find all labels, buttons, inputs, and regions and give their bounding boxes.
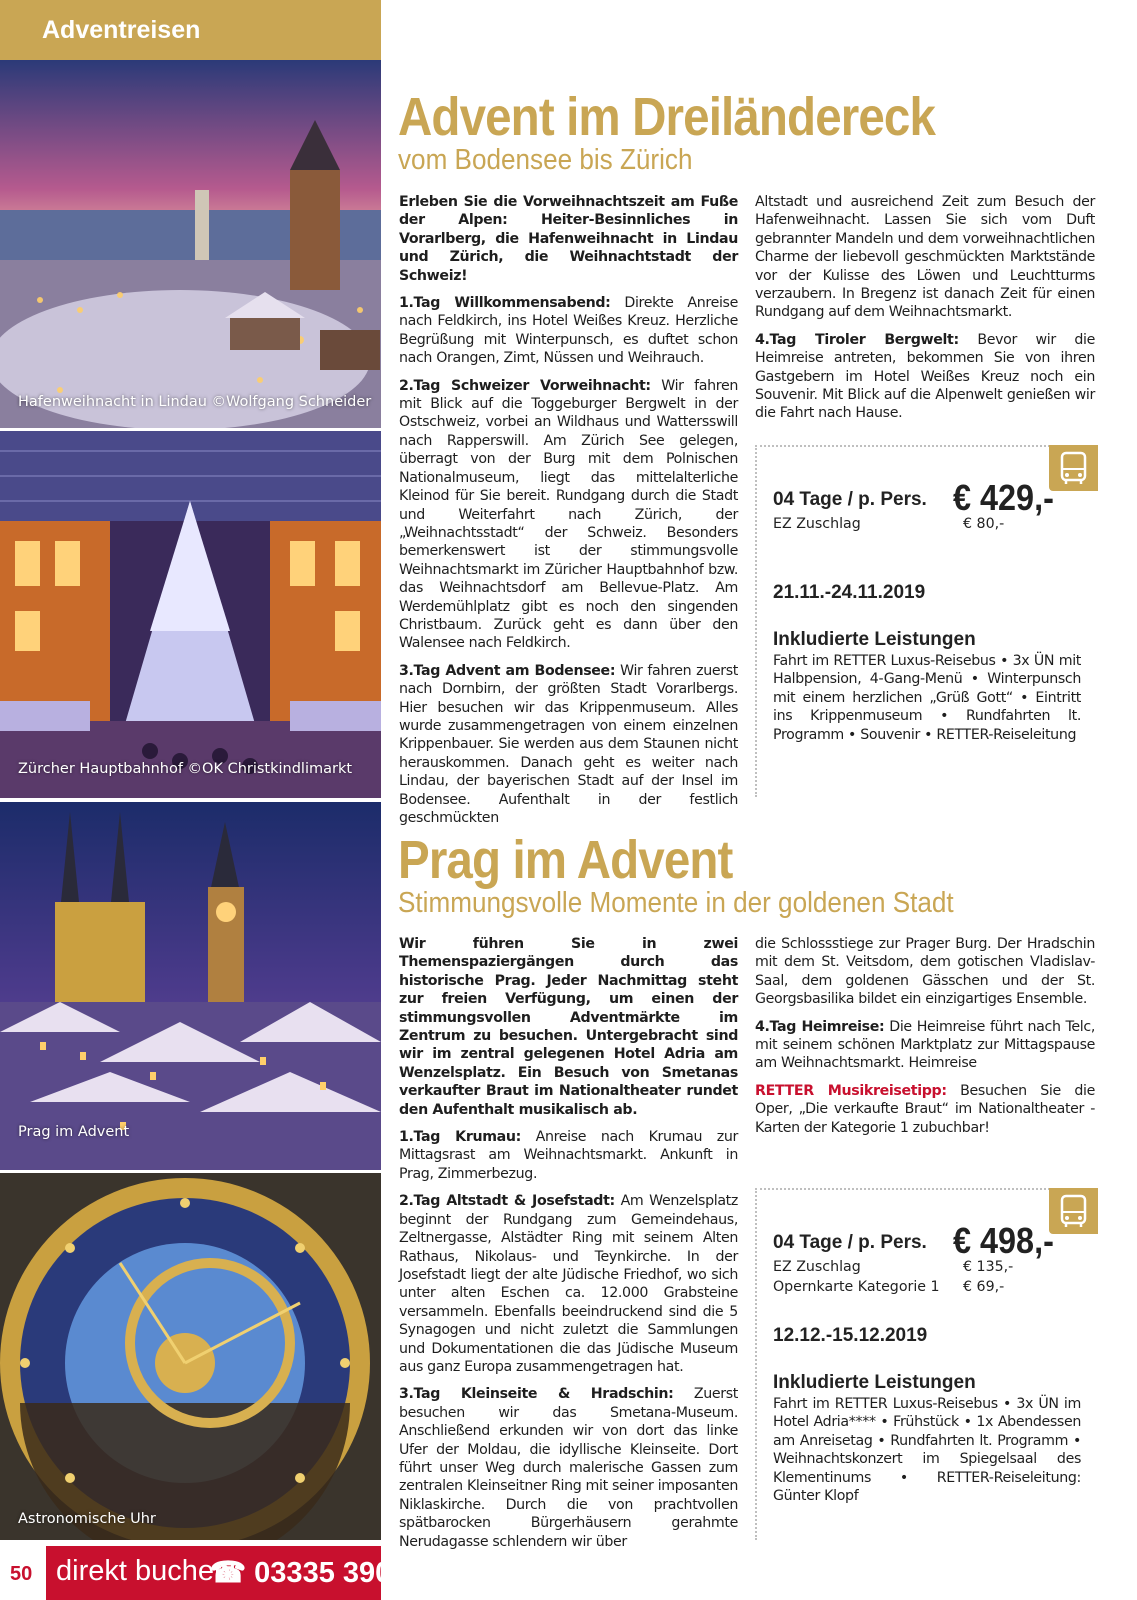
trip1-price: € 429,-: [953, 477, 1054, 518]
trip2-day2-title: 2.Tag Altstadt & Josefstadt:: [399, 1193, 615, 1210]
trip2-subtitle: Stimmungsvolle Momente in der goldenen Stadt: [398, 887, 954, 919]
footer-label: direkt buchen: [56, 1555, 231, 1587]
trip2-incl-text: Fahrt im RETTER Luxus-Reisebus • 3x ÜN im Hotel Adria**** • Frühstück • 1x Abendessen am Anreisetag • Rundfahrten lt. Programm • Weihnachtskonzert im Spiegelsaal des Klementinums • RETTER-Reiseleitung: Günter Klopf: [773, 1396, 1081, 1505]
photo-caption: Prag im Advent: [18, 1124, 130, 1140]
footer-bar: [0, 1546, 408, 1600]
photo-caption: Astronomische Uhr: [18, 1511, 156, 1527]
trip1-intro: Erleben Sie die Vorweihnachtszeit am Fuße der Alpen: Heiter-Besinnliches in Vorarlberg, die Hafenweihnacht in Lindau und Zürich, die Weihnachtstadt der Schweiz!: [399, 194, 738, 284]
trip2-day1-title: 1.Tag Krumau:: [399, 1129, 521, 1146]
footer-phone[interactable]: ☎ 03335 3900: [210, 1557, 408, 1589]
bus-icon: [1049, 1188, 1098, 1234]
trip2-day1-text: Anreise nach Krumau zur Mittagsrast am Weihnachtsmarkt. Ankunft in Prag, Zimmerbezug.: [399, 1129, 738, 1182]
photo-lindau: [0, 60, 381, 428]
trip2-price: € 498,-: [953, 1220, 1054, 1261]
trip1-incl-text: Fahrt im RETTER Luxus-Reisebus • 3x ÜN mit Halbpension, 4-Gang-Menü • Winterpunsch mit einem herzlichen „Grüß Gott“ • Eintritt ins Krippenmuseum • Rundfahrten lt. Programm • Souvenir • RETTER-Reiseleitung: [773, 653, 1081, 743]
trip2-col2-text: die Schlossstiege zur Prager Burg. Der Hradschin mit dem St. Veitsdom, dem gotischen Vladislav-Saal, dem goldenen Gässchen und der St. Georgsbasilika bildet ein einzigartiges Ensemble.: [755, 936, 1095, 1008]
photo-astronomical-clock: [0, 1173, 381, 1540]
section-label: Adventreisen: [42, 16, 201, 44]
section-tab: [0, 0, 381, 60]
trip1-day4-text: Bevor wir die Heimreise antreten, bekommen Sie von ihren Gastgebern im Hotel Weißes Kreuz noch ein Souvenir. Mit Blick auf die Alpenwelt genießen wir die Fahrt nach Hause.: [755, 331, 1095, 422]
trip2-opera-label: Opernkarte Kategorie 1: [773, 1279, 940, 1295]
trip1-column-1: [399, 193, 738, 836]
trip2-incl-title: Inkludierte Leistungen: [773, 1372, 976, 1393]
trip2-day3-title: 3.Tag Kleinseite & Hradschin:: [399, 1386, 674, 1403]
trip1-day3-title: 3.Tag Advent am Bodensee:: [399, 662, 616, 679]
trip2-opera-price: € 69,-: [963, 1279, 1005, 1295]
photo-prague: [0, 802, 381, 1170]
trip2-duration: 04 Tage / p. Pers.: [773, 1232, 927, 1253]
image-column: [0, 0, 408, 1600]
trip1-day2-title: 2.Tag Schweizer Vorweihnacht:: [399, 377, 651, 394]
trip1-incl-title: Inkludierte Leistungen: [773, 629, 976, 650]
trip2-day3-text: Zuerst besuchen wir das Smetana-Museum. Anschließend erkunden wir von dort das linke Ufer der Moldau, die idyllische Kleinseite. Dort führt unser Weg durch malerische Gassen zum zentralen Kleinseitner Ring mit seiner imposanten Niklaskirche. Durch die von prachtvollen spätbarocken Bürgerhäusern gerahmte Nerudagasse schlendern wir über: [399, 1386, 738, 1550]
trip1-day1-title: 1.Tag Willkommensabend:: [399, 295, 611, 312]
trip2-tip-title: RETTER Musikreisetipp:: [755, 1082, 947, 1099]
trip1-day1-text: Direkte Anreise nach Feldkirch, ins Hotel Weißes Kreuz. Herzliche Begrüßung mit Winterpunsch, es duftet schon nach Orangen, Zimt, Nüssen und Weihrauch.: [399, 295, 738, 367]
photo-caption: Hafenweihnacht in Lindau ©Wolfgang Schneider: [18, 394, 372, 410]
photo-zurich: [0, 431, 381, 798]
trip2-ez-price: € 135,-: [963, 1259, 1014, 1275]
trip2-date: 12.12.-15.12.2019: [773, 1325, 928, 1346]
trip2-tip-text: Besuchen Sie die Oper, „Die verkaufte Braut“ im Nationaltheater - Karten der Kategorie 1 zubuchbar!: [755, 1082, 1095, 1136]
trip2-ez-label: EZ Zuschlag: [773, 1259, 861, 1275]
trip1-price-box: [755, 445, 1098, 797]
trip2-column-2: [755, 935, 1095, 1146]
trip1-col2-text: Altstadt und ausreichend Zeit zum Besuch der Hafenweihnacht. Lassen Sie sich vom Duft gebrannter Mandeln und dem vorweihnachtlichen Charme der liebevoll geschmückten Marktstände vor der Kulisse des Löwen und Leuchtturms verzaubern. In Bregenz ist danach Zeit für einen Rundgang auf dem Weihnachtsmarkt.: [755, 194, 1095, 321]
trip2-price-box: [755, 1188, 1098, 1540]
trip1-ez-label: EZ Zuschlag: [773, 516, 861, 532]
trip2-column-1: [399, 935, 738, 1560]
trip1-day2-text: Wir fahren mit Blick auf die Toggeburger Bergwelt in der Ostschweiz, vorbei an Wildhaus und Wattersswill nach Rapperswill. Am Zürich See gelegen, überragt von der Burg mit dem Polnischen Nationalmuseum, liegt das mittelalterliche Kleinod für Sie bereit. Rundgang durch die Stadt und Weiterfahrt nach Zürich, der „Weihnachtsstadt“ der Schweiz. Besonders bemerkenswert ist der stimmungsvolle Weihnachtsmarkt im Züricher Hauptbahnhof bzw. das Weihnachtsdorf am Bellevue-Platz. Am Werdemühlplatz gibt es noch den singenden Christbaum. Zurück geht es dann über den Walensee nach Feldkirch.: [399, 377, 738, 652]
trip2-title: Prag im Advent: [398, 830, 733, 890]
trip2-intro: Wir führen Sie in zwei Themenspaziergängen durch das historische Prag. Jeder Nachmittag steht zur freien Verfügung, um einen der stimmungsvollen Adventmärkte im Zentrum zu besuchen. Untergebracht sind wir im zentral gelegenen Hotel Adria am Wenzelsplatz. Ein Besuch von Smetanas verkaufter Braut im Nationaltheater rundet den Aufenthalt musikalisch ab.: [399, 936, 738, 1118]
photo-caption: Zürcher Hauptbahnhof ©OK Christkindlimarkt: [18, 761, 353, 777]
trip1-date: 21.11.-24.11.2019: [773, 582, 926, 603]
trip1-day3-text: Wir fahren zuerst nach Dornbirn, der größten Stadt Vorarlbergs. Hier besuchen wir das Krippenmuseum. Alles wurde zusammengetragen von einem einzelnen Krippenbauer. Sie werden aus dem Staunen nicht herauskommen. Danach geht es weiter nach Lindau, der bayerischen Stadt auf der Insel im Bodensee. Aufenthalt in der festlich geschmückten: [399, 662, 738, 826]
trip1-ez-price: € 80,-: [963, 516, 1005, 532]
trip1-column-2: [755, 193, 1095, 432]
trip1-day4-title: 4.Tag Tiroler Bergwelt:: [755, 331, 959, 348]
trip2-day4-text: Die Heimreise führt nach Telc, mit seinem schönen Marktplatz zur Mittagspause am Weihnachtsmarkt. Heimreise: [755, 1018, 1095, 1072]
trip1-title: Advent im Dreiländereck: [398, 87, 936, 147]
trip2-day2-text: Am Wenzelsplatz beginnt der Rundgang zum Gemeindehaus, Zeltnergasse, Alstädter Ring mit seinem Alten Rathaus, Nikolaus- und Teynkirche. In der Josefstadt liegt der alte Jüdische Friedhof, wo sich unter alten Eschen ca. 12.000 Grabsteine versammeln. Ebenfalls beeindruckend sind die 5 Synagogen und nicht zuletzt die Sammlungen und Dokumentationen die das Jüdische Museum aus ganz Europa zusammengetragen hat.: [399, 1193, 738, 1375]
trip1-subtitle: vom Bodensee bis Zürich: [398, 144, 693, 176]
bus-icon: [1049, 445, 1098, 491]
trip2-day4-title: 4.Tag Heimreise:: [755, 1018, 885, 1035]
trip1-duration: 04 Tage / p. Pers.: [773, 489, 927, 510]
page-number: 50: [0, 1546, 46, 1600]
